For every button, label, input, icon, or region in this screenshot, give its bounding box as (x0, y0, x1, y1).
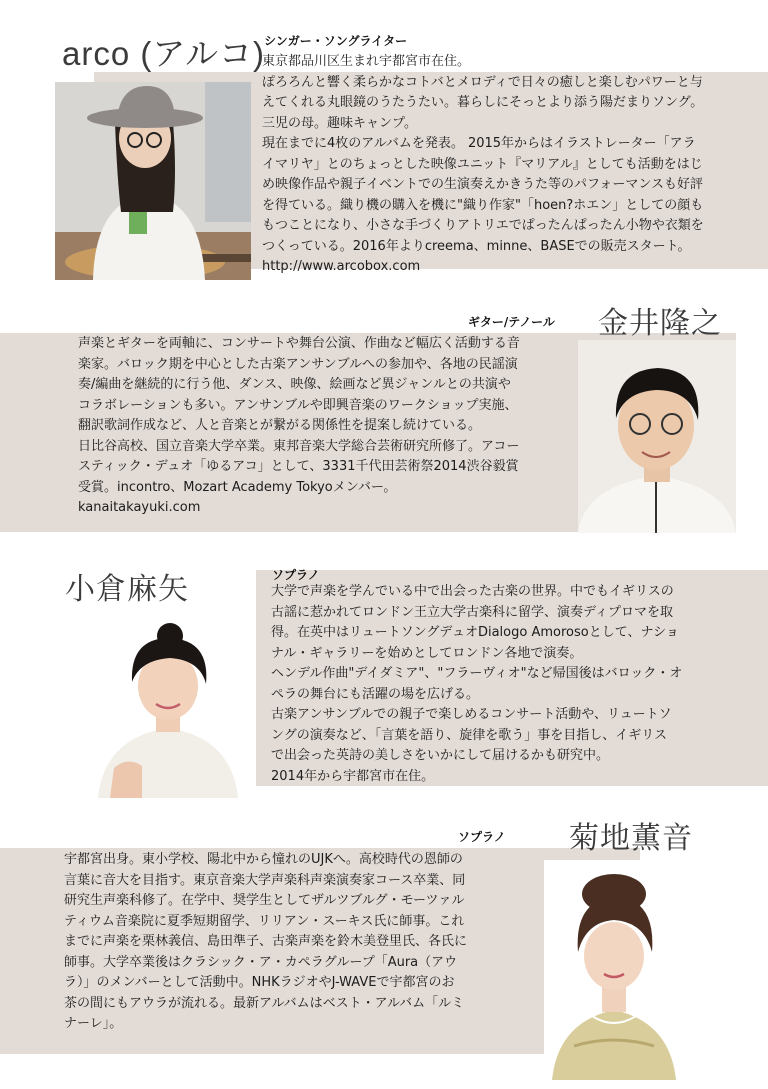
bio-line: 言葉に音大を目指す。東京音楽大学声楽科声楽演奏家コース卒業、同 (64, 872, 466, 888)
bio-line: 得。在英中はリュートソングデュオDialogo Amorosoとして、ナショ (271, 625, 679, 640)
bio-line: までに声楽を栗林義信、島田準子、古楽声楽を鈴木美登里氏、各氏に (64, 934, 468, 949)
photo-kikuchi (544, 860, 684, 1080)
bio-line: 茶の間にもアウラが流れる。最新アルバムはベスト・アルバム「ルミ (64, 995, 465, 1011)
bio-line: 三児の母。趣味キャンプ。 (262, 115, 417, 131)
bio-line: ングの演奏など、「言葉を語り、旋律を歌う」事を目指し、イギリス (271, 727, 667, 743)
bio-line: め映像作品や親子イベントでの生演奏えかきうた等のパフォーマンスも好評 (262, 177, 703, 192)
website-link[interactable]: kanaitakayuki.com (78, 500, 201, 515)
profile-role-kikuchi: ソプラノ (458, 830, 506, 844)
profile-bio-ogura (271, 582, 763, 787)
portrait-ogura-image (88, 620, 248, 798)
bio-line: 東京都品川区生まれ宇都宮市在住。 (262, 54, 471, 69)
profile-name-kikuchi: 菊地薫音 (569, 822, 693, 855)
profile-bio-arco (262, 52, 762, 278)
bio-line: 古謡に惹かれてロンドン王立大学古楽科に留学、演奏ディプロマを取 (271, 604, 673, 620)
portrait-arco-image (55, 82, 251, 280)
bio-line: ティウム音楽院に夏季短期留学、リリアン・スーキス氏に師事。これ (64, 913, 465, 929)
bio-line: で出会った英詩の美しさをいかにして届けるかも研究中。 (271, 748, 610, 763)
website-link[interactable]: http://www.arcobox.com (262, 259, 421, 274)
bio-line: つくっている。2016年よりcreema、minne、BASEでの販売スタート。 (262, 238, 691, 254)
profile-bio-kikuchi (64, 850, 534, 1035)
profile-bio-kanai (78, 334, 568, 519)
bio-line: ラ）」のメンバーとして活動中。NHKラジオやJ-WAVEで宇都宮のお (64, 975, 455, 990)
bio-line: もつことになり、小さな手づくりアトリエでぱったんぱったん小物や衣類を (262, 218, 704, 233)
bio-line: ナル・ギャラリーを始めとしてロンドン各地で演奏。 (271, 645, 583, 661)
profile-name-ogura: 小倉麻矢 (65, 573, 189, 606)
profile-name-arco: arco (アルコ) (62, 35, 266, 72)
portrait-kikuchi-image (544, 860, 684, 1080)
bio-line: 師事。大学卒業後はクラシック・ア・カペラグループ「Aura（アウ (64, 954, 458, 970)
portrait-kanai-image (578, 340, 736, 533)
profile-role-kanai: ギター/テノール (468, 315, 555, 329)
bio-line: ペラの舞台にも活躍の場を広げる。 (271, 686, 480, 702)
bio-line: 古楽アンサンブルでの親子で楽しめるコンサート活動や、リュートソ (271, 707, 672, 722)
bio-line: 翻訳歌詞作成など、人と音楽とが繋がる関係性を提案し続けている。 (78, 418, 482, 433)
profile-role-arco: シンガー・ソングライター (264, 34, 408, 48)
bio-line: スティック・デュオ「ゆるアコ」として、3331千代田芸術祭2014渋谷毅賞 (78, 459, 519, 474)
bio-line: 受賞。incontro、Mozart Academy Tokyoメンバー。 (78, 479, 397, 495)
bio-line: ヘンデル作曲"デイダミア"、"フラーヴィオ"など帰国後はバロック・オ (271, 666, 683, 681)
photo-kanai (578, 340, 736, 533)
bio-line: 声楽とギターを両軸に、コンサートや舞台公演、作曲など幅広く活動する音 (78, 336, 520, 351)
bio-line: 日比谷高校、国立音楽大学卒業。東邦音楽大学総合芸術研究所修了。アコー (78, 438, 520, 454)
bio-line: ぽろろんと響く柔らかなコトバとメロディで日々の癒しと楽しむパワーと与 (262, 74, 703, 90)
bio-line: を得ている。織り機の購入を機に"織り作家"「hoen?ホエン」としての顔も (262, 197, 704, 213)
profile-role-ogura: ソプラノ (272, 568, 320, 582)
photo-arco (55, 82, 251, 280)
bio-line: 楽家。バロック期を中心とした古楽アンサンブルへの参加や、各地の民謡演 (78, 356, 518, 372)
photo-ogura (88, 620, 248, 798)
bio-line: 大学で声楽を学んでいる中で出会った古楽の世界。中でもイギリスの (271, 584, 674, 599)
profile-name-kanai: 金井隆之 (598, 307, 722, 340)
bio-line: 研究生声楽科修了。在学中、奨学生としてザルツブルグ・モーツァル (64, 893, 465, 908)
bio-line: ナーレ」。 (64, 1016, 123, 1031)
bio-line: イマリヤ」とのちょっとした映像ユニット『マリアル』としても活動をはじ (262, 156, 703, 172)
bio-line: 宇都宮出身。東小学校、陽北中から憧れのUJKへ。高校時代の恩師の (64, 852, 463, 867)
bio-line: 2014年から宇都宮市在住。 (271, 768, 435, 784)
bio-line: えてくれる丸眼鏡のうたうたい。暮らしにそっとより添う陽だまりソング。 (262, 95, 704, 110)
bio-line: 奏/編曲を継続的に行う他、ダンス、映像、絵画など異ジャンルとの共演や (78, 377, 511, 392)
bio-line: 現在までに4枚のアルバムを発表。 2015年からはイラストレーター「アラ (262, 136, 696, 151)
bio-line: コラボレーションも多い。アンサンブルや即興音楽のワークショップ実施、 (78, 397, 518, 413)
